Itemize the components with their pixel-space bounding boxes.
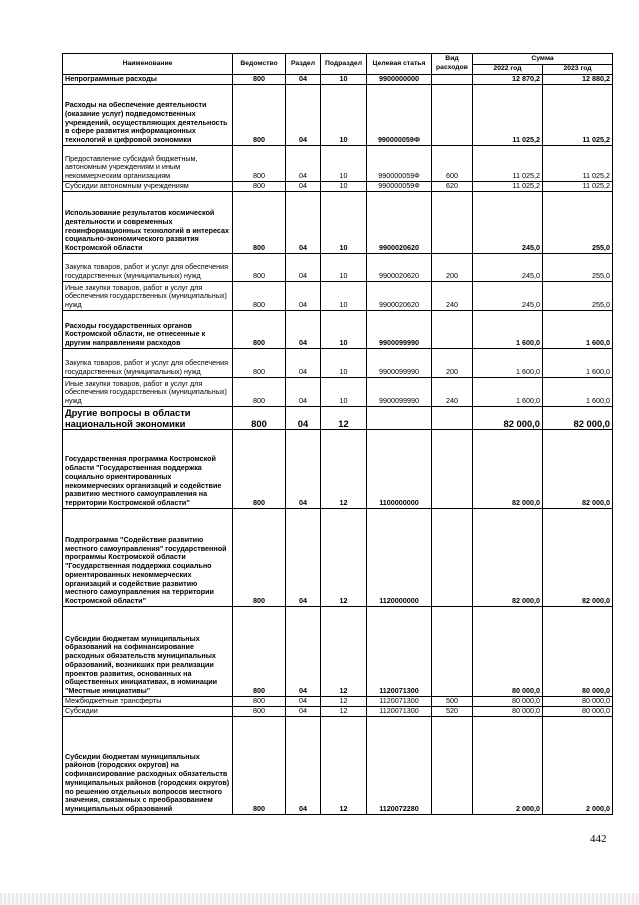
- row-podrazdel: 10: [321, 281, 367, 310]
- row-target: 1120071300: [367, 706, 432, 716]
- row-sum-2023: 80 000,0: [543, 696, 613, 706]
- row-sum-2023: 82 000,0: [543, 406, 613, 429]
- row-sum-2023: 255,0: [543, 253, 613, 281]
- header-target: Целевая статья: [367, 54, 432, 75]
- row-razdel: 04: [286, 253, 321, 281]
- header-summa: Сумма: [473, 54, 613, 65]
- row-sum-2022: 80 000,0: [473, 606, 543, 696]
- page-number: 442: [590, 833, 607, 845]
- row-sum-2022: 2 000,0: [473, 716, 543, 814]
- row-sum-2022: 82 000,0: [473, 508, 543, 606]
- row-podrazdel: 12: [321, 706, 367, 716]
- row-name: Субсидии: [63, 706, 233, 716]
- table-row: [63, 310, 613, 348]
- row-razdel: 04: [286, 348, 321, 377]
- row-target: 9900020620: [367, 281, 432, 310]
- row-vid: 200: [432, 348, 473, 377]
- row-podrazdel: 10: [321, 181, 367, 191]
- header-2022: 2022 год: [473, 65, 543, 75]
- table-row: [63, 281, 613, 310]
- row-razdel: 04: [286, 84, 321, 145]
- table-row: [63, 406, 613, 429]
- row-podrazdel: 12: [321, 716, 367, 814]
- row-sum-2023: 80 000,0: [543, 606, 613, 696]
- table-row: [63, 696, 613, 706]
- row-podrazdel: 12: [321, 508, 367, 606]
- row-vid: [432, 606, 473, 696]
- row-target: 1120071300: [367, 606, 432, 696]
- table-row: [63, 706, 613, 716]
- row-target: 9900099990: [367, 310, 432, 348]
- row-podrazdel: 10: [321, 310, 367, 348]
- table-row: [63, 145, 613, 181]
- row-podrazdel: 10: [321, 74, 367, 84]
- row-name: Субсидии бюджетам муниципальных районов (городских округов) на софинансирование расходных обязательств муниципальных районов (городских округов) по решению отдельных вопросов местного значения, связанных с преобразованием муниципальных образований: [63, 716, 233, 814]
- row-razdel: 04: [286, 406, 321, 429]
- row-target: [367, 406, 432, 429]
- row-name: Использование результатов космической деятельности и современных геоинформационных технологий в интересах социально-экономического развития Костромской области: [63, 191, 233, 253]
- row-vedomstvo: 800: [233, 377, 286, 406]
- row-sum-2023: 11 025,2: [543, 145, 613, 181]
- row-razdel: 04: [286, 377, 321, 406]
- row-sum-2023: 11 025,2: [543, 84, 613, 145]
- row-razdel: 04: [286, 429, 321, 508]
- row-vedomstvo: 800: [233, 348, 286, 377]
- row-vedomstvo: 800: [233, 84, 286, 145]
- row-vedomstvo: 800: [233, 253, 286, 281]
- table-row: [63, 716, 613, 814]
- row-vid: [432, 406, 473, 429]
- table-header: [63, 54, 613, 75]
- row-sum-2022: 1 600,0: [473, 310, 543, 348]
- table-row: [63, 348, 613, 377]
- row-vid: [432, 84, 473, 145]
- row-vid: 200: [432, 253, 473, 281]
- row-razdel: 04: [286, 191, 321, 253]
- row-podrazdel: 10: [321, 84, 367, 145]
- row-sum-2023: 1 600,0: [543, 377, 613, 406]
- row-sum-2022: 245,0: [473, 253, 543, 281]
- row-target: 9900020620: [367, 191, 432, 253]
- row-name: Межбюджетные трансферты: [63, 696, 233, 706]
- row-razdel: 04: [286, 281, 321, 310]
- row-sum-2022: 245,0: [473, 191, 543, 253]
- row-target: 990000059Ф: [367, 145, 432, 181]
- row-sum-2022: 1 600,0: [473, 348, 543, 377]
- row-vid: 240: [432, 377, 473, 406]
- row-podrazdel: 10: [321, 191, 367, 253]
- row-vid: 620: [432, 181, 473, 191]
- header-vid: Вид расходов: [432, 54, 473, 75]
- row-name: Субсидии автономным учреждениям: [63, 181, 233, 191]
- row-razdel: 04: [286, 696, 321, 706]
- table-row: [63, 181, 613, 191]
- row-sum-2022: 82 000,0: [473, 406, 543, 429]
- row-vid: [432, 429, 473, 508]
- scan-edge: [0, 893, 639, 905]
- row-target: 1100000000: [367, 429, 432, 508]
- row-vedomstvo: 800: [233, 74, 286, 84]
- row-vedomstvo: 800: [233, 406, 286, 429]
- row-sum-2023: 2 000,0: [543, 716, 613, 814]
- row-vid: [432, 74, 473, 84]
- table-row: [63, 429, 613, 508]
- row-name: Государственная программа Костромской области "Государственная поддержка социально ориентированных некоммерческих организаций и содействие развитию местного самоуправления на территории Костромской области": [63, 429, 233, 508]
- row-sum-2023: 82 000,0: [543, 508, 613, 606]
- row-podrazdel: 10: [321, 348, 367, 377]
- header-vedomstvo: Ведомство: [233, 54, 286, 75]
- row-vedomstvo: 800: [233, 145, 286, 181]
- table-row: [63, 84, 613, 145]
- row-name: Непрограммные расходы: [63, 74, 233, 84]
- row-sum-2022: 12 870,2: [473, 74, 543, 84]
- table-row: [63, 253, 613, 281]
- row-target: 1120072280: [367, 716, 432, 814]
- row-name: Подпрограмма "Содействие развитию местного самоуправления" государственной программы Костромской области "Государственная поддержка социально ориентированных некоммерческих организаций и содействие развитию местного самоуправления на территории Костромской области": [63, 508, 233, 606]
- row-target: 990000059Ф: [367, 181, 432, 191]
- row-razdel: 04: [286, 310, 321, 348]
- table-row: [63, 191, 613, 253]
- row-sum-2023: 255,0: [543, 281, 613, 310]
- header-name: Наименование: [63, 54, 233, 75]
- row-target: 9900000000: [367, 74, 432, 84]
- table-row: [63, 508, 613, 606]
- row-podrazdel: 12: [321, 429, 367, 508]
- table-row: [63, 606, 613, 696]
- row-vedomstvo: 800: [233, 696, 286, 706]
- row-vedomstvo: 800: [233, 508, 286, 606]
- row-vedomstvo: 800: [233, 191, 286, 253]
- row-razdel: 04: [286, 508, 321, 606]
- row-name: Расходы государственных органов Костромской области, не отнесенные к другим направлениям расходов: [63, 310, 233, 348]
- row-name: Субсидии бюджетам муниципальных образований на софинансирование расходных обязательств муниципальных образований, возникших при реализации проектов развития, основанных на общественных инициативах, в номинации "Местные инициативы": [63, 606, 233, 696]
- row-vid: 520: [432, 706, 473, 716]
- row-name: Закупка товаров, работ и услуг для обеспечения государственных (муниципальных) нужд: [63, 253, 233, 281]
- row-name: Закупка товаров, работ и услуг для обеспечения государственных (муниципальных) нужд: [63, 348, 233, 377]
- row-sum-2023: 82 000,0: [543, 429, 613, 508]
- row-name: Иные закупки товаров, работ и услуг для обеспечения государственных (муниципальных) нужд: [63, 281, 233, 310]
- row-name: Иные закупки товаров, работ и услуг для обеспечения государственных (муниципальных) нужд: [63, 377, 233, 406]
- row-name: Расходы на обеспечение деятельности (оказание услуг) подведомственных учреждений, осуществляющих деятельность в сфере развития информационных технологий и цифровой экономики: [63, 84, 233, 145]
- header-razdel: Раздел: [286, 54, 321, 75]
- row-vid: [432, 310, 473, 348]
- row-sum-2023: 80 000,0: [543, 706, 613, 716]
- row-podrazdel: 10: [321, 253, 367, 281]
- row-podrazdel: 12: [321, 696, 367, 706]
- row-sum-2023: 255,0: [543, 191, 613, 253]
- row-vedomstvo: 800: [233, 310, 286, 348]
- row-vedomstvo: 800: [233, 706, 286, 716]
- table-row: [63, 377, 613, 406]
- row-razdel: 04: [286, 606, 321, 696]
- row-vid: 500: [432, 696, 473, 706]
- row-razdel: 04: [286, 74, 321, 84]
- row-vid: [432, 508, 473, 606]
- row-podrazdel: 10: [321, 145, 367, 181]
- table-row: [63, 74, 613, 84]
- row-name: Другие вопросы в области национальной экономики: [63, 406, 233, 429]
- row-target: 1120000000: [367, 508, 432, 606]
- row-podrazdel: 12: [321, 606, 367, 696]
- row-target: 9900099990: [367, 377, 432, 406]
- row-sum-2022: 80 000,0: [473, 696, 543, 706]
- row-vedomstvo: 800: [233, 716, 286, 814]
- row-sum-2023: 11 025,2: [543, 181, 613, 191]
- row-razdel: 04: [286, 716, 321, 814]
- row-sum-2022: 82 000,0: [473, 429, 543, 508]
- row-sum-2022: 11 025,2: [473, 145, 543, 181]
- row-sum-2023: 1 600,0: [543, 310, 613, 348]
- row-sum-2022: 245,0: [473, 281, 543, 310]
- row-vid: 240: [432, 281, 473, 310]
- row-vedomstvo: 800: [233, 606, 286, 696]
- row-name: Предоставление субсидий бюджетным, автономным учреждениям и иным некоммерческим организациям: [63, 145, 233, 181]
- row-podrazdel: 12: [321, 406, 367, 429]
- row-sum-2022: 80 000,0: [473, 706, 543, 716]
- row-target: 9900099990: [367, 348, 432, 377]
- row-vid: [432, 716, 473, 814]
- row-sum-2023: 12 880,2: [543, 74, 613, 84]
- row-sum-2023: 1 600,0: [543, 348, 613, 377]
- row-target: 9900020620: [367, 253, 432, 281]
- header-2023: 2023 год: [543, 65, 613, 75]
- row-target: 990000059Ф: [367, 84, 432, 145]
- row-sum-2022: 11 025,2: [473, 84, 543, 145]
- header-podrazdel: Подраздел: [321, 54, 367, 75]
- row-sum-2022: 1 600,0: [473, 377, 543, 406]
- budget-table: [62, 53, 613, 815]
- row-vid: [432, 191, 473, 253]
- row-vedomstvo: 800: [233, 281, 286, 310]
- row-razdel: 04: [286, 145, 321, 181]
- row-target: 1120071300: [367, 696, 432, 706]
- row-vid: 600: [432, 145, 473, 181]
- table-body: [63, 74, 613, 814]
- row-podrazdel: 10: [321, 377, 367, 406]
- row-sum-2022: 11 025,2: [473, 181, 543, 191]
- row-vedomstvo: 800: [233, 429, 286, 508]
- row-vedomstvo: 800: [233, 181, 286, 191]
- row-razdel: 04: [286, 181, 321, 191]
- row-razdel: 04: [286, 706, 321, 716]
